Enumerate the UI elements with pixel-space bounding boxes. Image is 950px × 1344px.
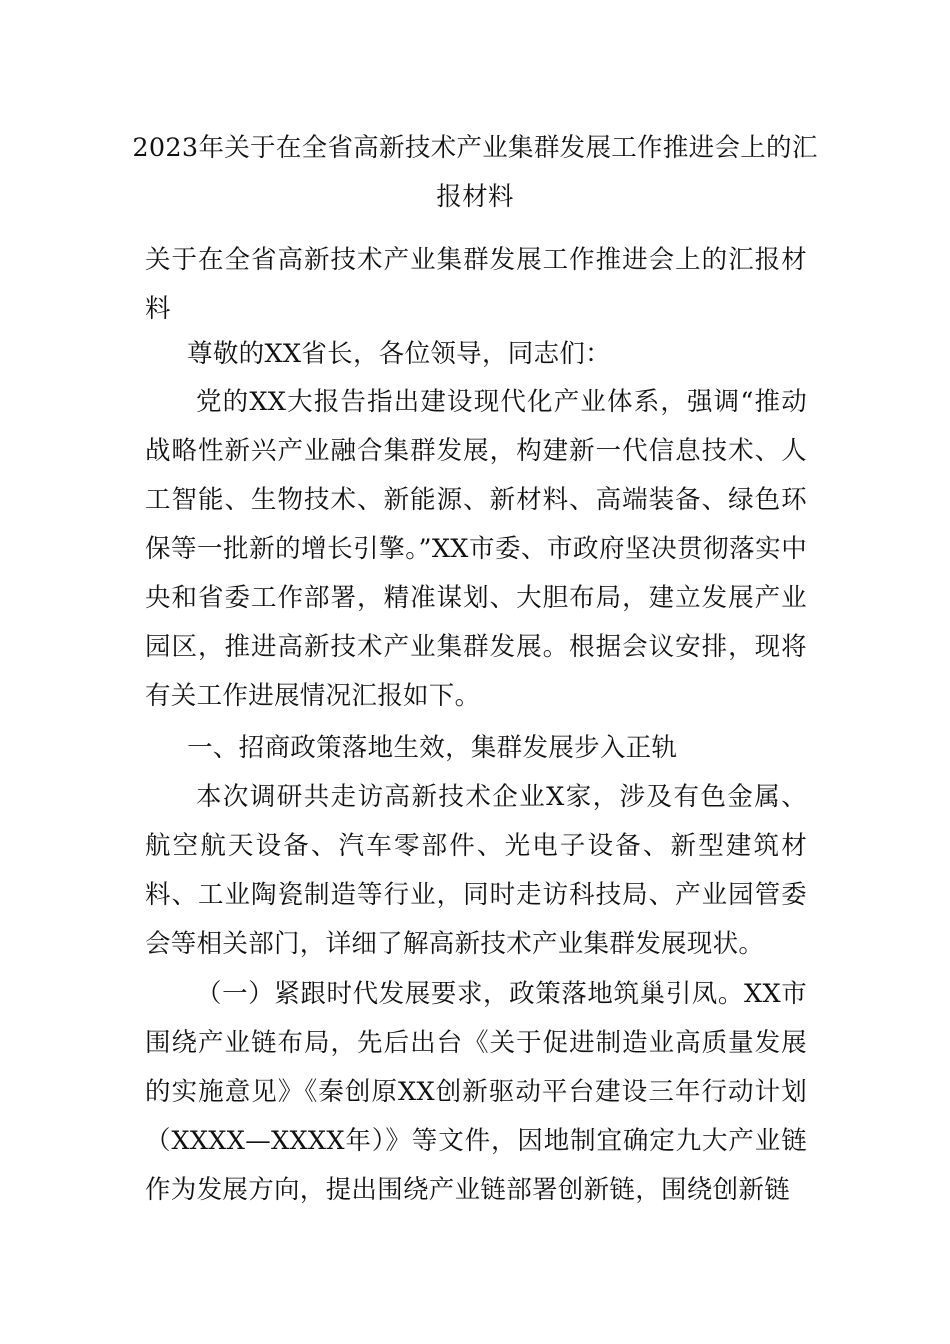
salutation: 尊敬的XX省长，各位领导，同志们： — [187, 339, 611, 369]
body-paragraph-intro: 党的XX大报告指出建设现代化产业体系，强调“推动战略性新兴产业融合集群发展，构建新一代信息技术、人工智能、生物技术、新能源、新材料、高端装备、绿色环保等一批新的增长引擎。”XX市委、市政府坚决贯彻落实中央和省委工作部署，精准谋划、大胆布局，建立发展产业园区，推进高新技术产业集群发展。根据会议安排，现将有关工作进展情况汇报如下。 — [145, 387, 807, 711]
section-heading-1: 一、招商政策落地生效，集群发展步入正轨 — [187, 733, 678, 763]
document-subtitle: 关于在全省高新技术产业集群发展工作推进会上的汇报材料 — [145, 245, 807, 324]
document-title: 2023年关于在全省高新技术产业集群发展工作推进会上的汇报材料 — [132, 133, 818, 212]
body-paragraph-policy: （一）紧跟时代发展要求，政策落地筑巢引凤。XX市围绕产业链布局，先后出台《关于促进制造业高质量发展的实施意见》《秦创原XX创新驱动平台建设三年行动计划（XXXX—XXXX年）》等文件，因地制宜确定九大产业链作为发展方向，提出围绕产业链部署创新链，围绕创新链 — [145, 979, 807, 1205]
body-paragraph-survey: 本次调研共走访高新技术企业X家，涉及有色金属、航空航天设备、汽车零部件、光电子设备、新型建筑材料、工业陶瓷制造等行业，同时走访科技局、产业园管委会等相关部门，详细了解高新技术产业集群发展现状。 — [145, 782, 807, 959]
